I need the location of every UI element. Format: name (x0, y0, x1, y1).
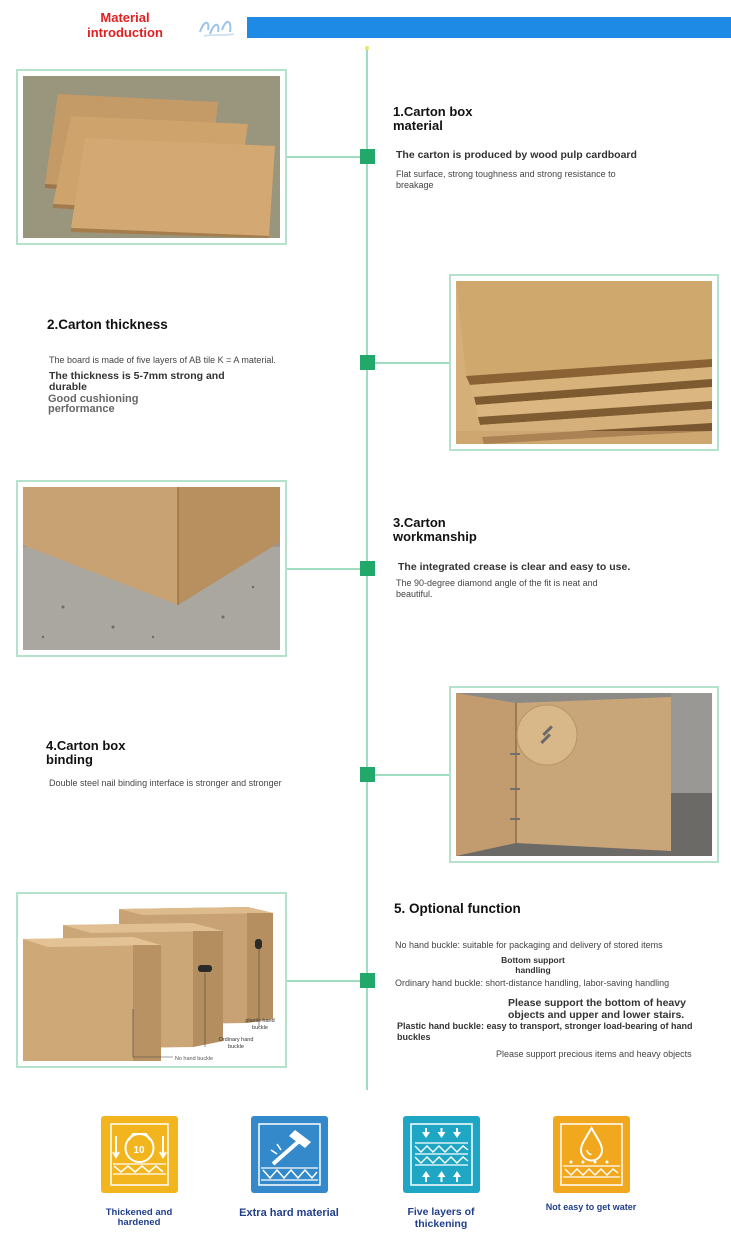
feature-extra-hard (251, 1116, 328, 1193)
feature-extra-hard-label: Extra hard material (239, 1207, 339, 1219)
timeline-top-dot (365, 46, 369, 50)
section-3-line-2: The 90-degree diamond angle of the fit is neat and beautiful. (396, 578, 598, 599)
page-title: Material introduction (87, 10, 163, 40)
section-4-heading: 4.Carton box binding (46, 738, 126, 767)
section-2-line-2: The thickness is 5-7mm strong and durable (49, 370, 225, 393)
layers-icon (403, 1116, 480, 1193)
brand-logo (196, 14, 240, 40)
section-2-heading: 2.Carton thickness (47, 317, 168, 332)
section-3-line-1: The integrated crease is clear and easy to use. (398, 561, 631, 573)
section-5-line-2: Bottom support handling (501, 955, 565, 975)
feature-thickened-badge: 10 (133, 1145, 145, 1156)
stapled-box-image (456, 693, 712, 856)
feature-thickened-label: Thickened and hardened (105, 1207, 173, 1228)
section-4-line-1: Double steel nail binding interface is stronger and stronger (49, 778, 282, 788)
cardboard-sheets-image (23, 76, 280, 238)
section-5-line-6: Please support precious items and heavy objects (496, 1049, 692, 1059)
section-1-line-2: Flat surface, strong toughness and strong resistance to breakage (396, 169, 616, 190)
hammer-icon (251, 1116, 328, 1193)
feature-five-layers-label: Five layers of thickening (407, 1206, 475, 1230)
timeline-node-1 (360, 149, 375, 164)
feature-water-resistant-label: Not easy to get water (545, 1202, 637, 1212)
section-5-line-5: Plastic hand buckle: easy to transport, stronger load-bearing of hand buckles (397, 1021, 693, 1042)
section-2-line-3: Good cushioning performance (48, 393, 139, 415)
timeline-node-3 (360, 561, 375, 576)
image-frame-4 (449, 686, 719, 863)
timeline-node-2 (360, 355, 375, 370)
connector-2 (366, 362, 450, 364)
section-1-heading: 1.Carton box material (393, 104, 473, 133)
feature-water-resistant (553, 1116, 630, 1193)
connector-3 (286, 568, 366, 570)
image-frame-1 (16, 69, 287, 245)
image-frame-2 (449, 274, 719, 451)
header-bar (247, 17, 731, 38)
corrugated-layers-image (456, 281, 712, 444)
box-corner-image (23, 487, 280, 650)
section-1-line-1: The carton is produced by wood pulp cardboard (396, 149, 637, 161)
timeline-node-5 (360, 973, 375, 988)
connector-1 (286, 156, 366, 158)
label-ordinary-hand-buckle: Ordinary hand buckle (218, 1037, 254, 1050)
timeline-node-4 (360, 767, 375, 782)
label-plastic-hand-buckle: plastic hand buckle (245, 1018, 275, 1031)
section-2-line-1: The board is made of five layers of AB tile K = A material. (49, 355, 276, 365)
section-5-line-1: No hand buckle: suitable for packaging and delivery of stored items (395, 940, 663, 950)
feature-five-layers (403, 1116, 480, 1193)
image-frame-3 (16, 480, 287, 657)
section-5-line-4: Please support the bottom of heavy objects and upper and lower stairs. (508, 997, 686, 1021)
water-drop-icon (553, 1116, 630, 1193)
label-no-hand-buckle: No hand buckle (174, 1056, 214, 1062)
connector-4 (366, 774, 450, 776)
connector-5 (286, 980, 366, 982)
section-5-heading: 5. Optional function (394, 901, 521, 916)
section-5-line-3: Ordinary hand buckle: short-distance handling, labor-saving handling (395, 978, 670, 988)
section-3-heading: 3.Carton workmanship (393, 515, 477, 544)
